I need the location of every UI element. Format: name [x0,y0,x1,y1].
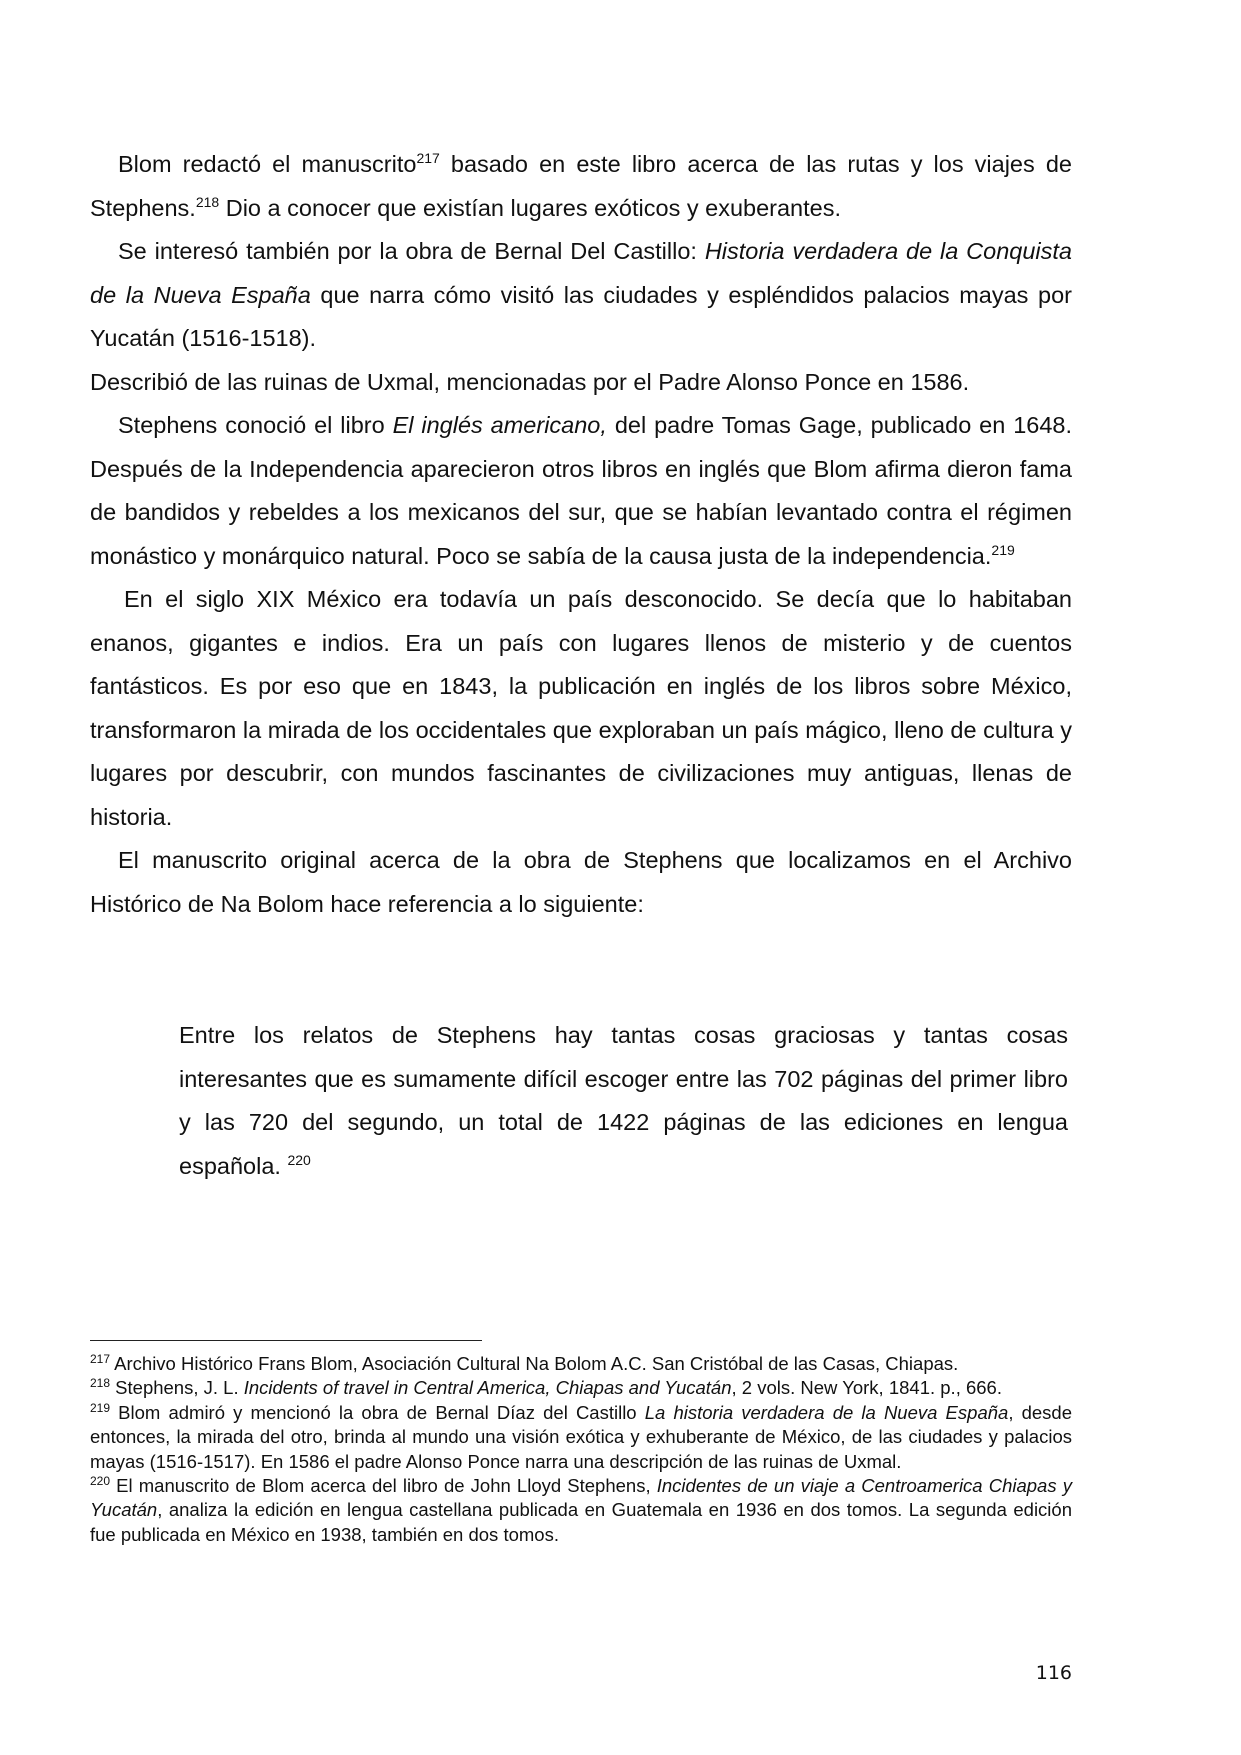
paragraph-text: que narra cómo visitó las ciudades y espléndidos palacios mayas por Yucatán (1516-1518). [90,281,1072,351]
quote-text: Entre los relatos de Stephens hay tantas cosas graciosas y tantas cosas interesantes que es sumamente difícil escoger entre las 702 páginas del primer libro y las 720 del segundo, un total de 1422 páginas de las ediciones en lengua española. [179,1022,1068,1179]
footnote-number: 218 [90,1376,111,1391]
footnote-ref-220[interactable]: 220 [287,1151,311,1168]
footnote-220 [90,1474,1072,1547]
block-quote [179,1014,1068,1188]
footnote-text: El manuscrito de Blom acerca del libro de John Lloyd Stephens, [110,1475,657,1497]
paragraph-text: Dio a conocer que existían lugares exóticos y exuberantes. [219,194,842,221]
paragraph-text: Se interesó también por la obra de Bernal Del Castillo: [118,238,705,264]
footnote-218 [90,1376,1072,1400]
book-title: Historia verdadera de la Conquista de la Nueva España [90,238,1072,308]
book-title: El inglés americano, [392,412,607,438]
paragraph-3: Describió de las ruinas de Uxmal, mencionadas por el Padre Alonso Ponce en 1586. [90,368,970,395]
paragraph-text: basado en este libro acerca de las rutas y los viajes de Stephens. [90,151,1072,221]
footnote-number: 220 [90,1474,111,1489]
footnote-text: Archivo Histórico Frans Blom, Asociación Cultural Na Bolom A.C. San Cristóbal de las Casas, Chiapas. [110,1353,959,1374]
footnote-text: Stephens, J. L. [110,1377,244,1399]
footnote-ref-217[interactable]: 217 [416,150,440,166]
paragraph-text: del padre Tomas Gage, publicado en 1648. Después de la Independencia aparecieron otros libros en inglés que Blom afirma dieron fama de bandidos y rebeldes a los mexicanos del sur, que se habían levantado contra el régimen monástico y monárquico natural. Poco se sabía de la causa justa de la independencia. [90,412,1073,569]
paragraph-5: En el siglo XIX México era todavía un país desconocido. Se decía que lo habitaban enanos, gigantes e indios. Era un país con lugares llenos de misterio y de cuentos fantásticos. Es por eso que en 1843, la publicación en inglés de los libros sobre México, transformaron la mirada de los occidentales que exploraban un país mágico, lleno de cultura y lugares por descubrir, con mundos fascinantes de civilizaciones muy antiguas, llenas de historia. [90,586,1072,830]
footnote-number: 219 [90,1400,111,1415]
footnote-title: La historia verdadera de la Nueva España [644,1401,1009,1423]
footnote-text: , 2 vols. New York, 1841. p., 666. [731,1377,1002,1399]
footnote-text: Blom admiró y mencionó la obra de Bernal Díaz del Castillo [110,1401,645,1423]
footnote-divider [90,1340,482,1341]
paragraph-6: El manuscrito original acerca de la obra de Stephens que localizamos en el Archivo Histórico de Na Bolom hace referencia a lo siguiente: [90,847,1072,917]
footnote-text: , analiza la edición en lengua castellana publicada en Guatemala en 1936 en dos tomos. La segunda edición fue publicada en México en 1938, también en dos tomos. [90,1499,1072,1545]
footnote-text: , desde entonces, la mirada del otro, brinda al mundo una visión exótica y exhuberante de México, de las ciudades y palacios mayas (1516-1517). En 1586 el padre Alonso Ponce narra una descripción de las ruinas de Uxmal. [90,1401,1072,1472]
footnote-219 [90,1401,1072,1474]
footnote-217 [90,1352,1072,1376]
footnotes [90,1352,1072,1547]
body-text [90,143,1072,926]
paragraph-text: Stephens conoció el libro [118,412,393,438]
footnote-ref-219[interactable]: 219 [991,541,1015,558]
paragraph-1 [90,143,1072,230]
footnote-number: 217 [90,1352,111,1366]
paragraph-text: Blom redactó el manuscrito [118,151,417,177]
footnote-ref-218[interactable]: 218 [195,193,220,210]
footnote-title: Incidents of travel in Central America, Chiapas and Yucatán [243,1377,732,1399]
footnote-title: Incidentes de un viaje a Centroamerica Chiapas y Yucatán [90,1475,1072,1521]
paragraph-4 [90,404,1072,578]
page-number: 116 [1035,1662,1072,1684]
paragraph-2 [90,230,1072,361]
